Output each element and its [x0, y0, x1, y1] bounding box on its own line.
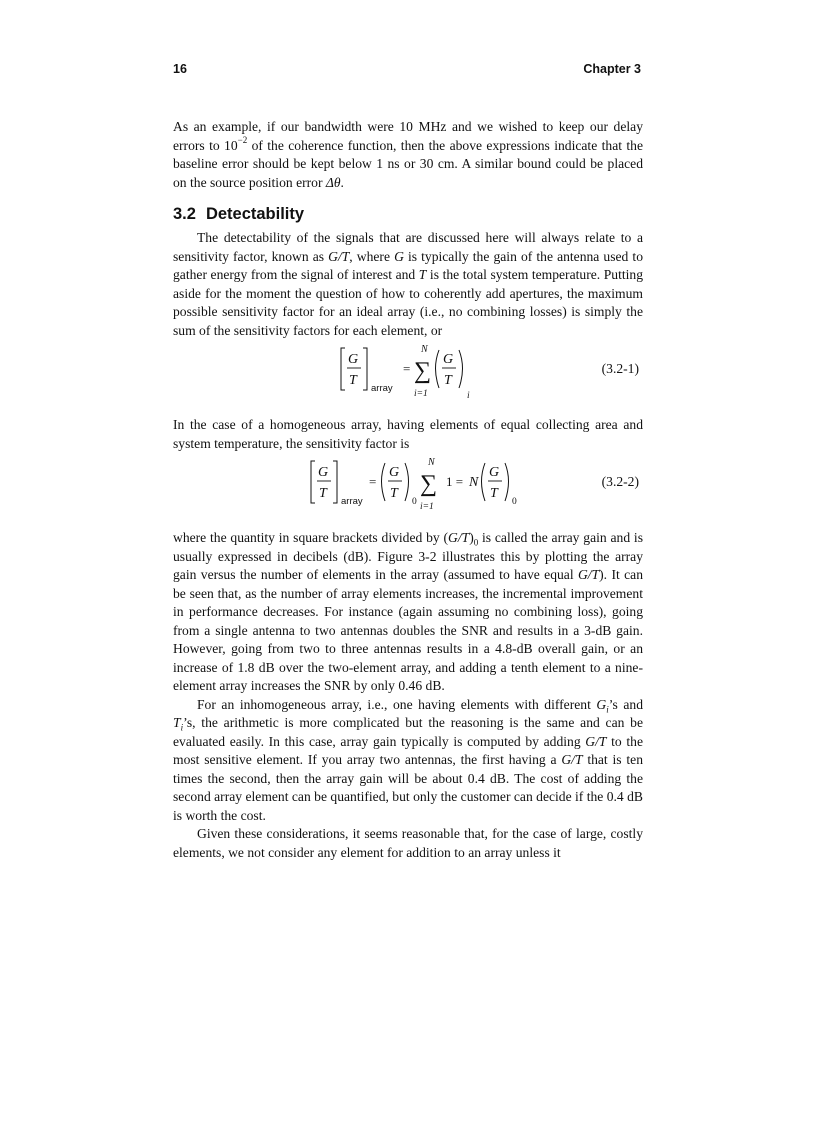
- sum-lower-limit: i=1: [420, 502, 434, 512]
- g-over-t: G/T: [328, 248, 350, 264]
- right-bracket: [333, 461, 337, 503]
- body-text: [173, 118, 643, 862]
- equals-sign: =: [403, 361, 411, 376]
- paragraph-array-gain: [173, 529, 643, 696]
- frac-denominator-t: T: [319, 486, 327, 501]
- text-run: of the coherence function, then the above expressions indicate that the baseline error should be kept below 1 ns or 30 cm. A similar bound could be placed on the source position error: [173, 137, 643, 190]
- left-bracket: [311, 461, 315, 503]
- left-bracket: [341, 348, 345, 390]
- text-run: ). It can be seen that, as the number of array elements increases, the incremental improvement in performance decreases. For instance (again assuming no combining loss), going from a single antenna to two antennas doubles the SNR and results in a 3-dB gain. However, going from two to three antennas results in a 4.8-dB overall gain, or an increase of 1.8 dB over the two-element array, and adding a tenth element to a nine-element array increases the SNR by only 0.46 dB.: [173, 567, 643, 693]
- paragraph-detectability: [173, 229, 643, 340]
- left-paren: [482, 463, 486, 501]
- text-run: .: [340, 174, 344, 190]
- symbol-t: T: [418, 267, 427, 282]
- text-run: is typically the gain of the antenna used to gather energy from the signal of interest and: [173, 248, 644, 282]
- frac-denominator-t: T: [349, 373, 357, 388]
- frac-numerator-g: G: [318, 465, 329, 480]
- g-over-t: G/T: [448, 530, 470, 545]
- equals-sign: =: [369, 474, 377, 489]
- frac-numerator-g: G: [389, 465, 400, 480]
- one-equals: 1 =: [446, 474, 464, 489]
- g-over-t: G/T: [577, 567, 600, 582]
- sum-lower-limit: i=1: [414, 389, 428, 399]
- equation-3-2-1-graphic: [339, 340, 539, 410]
- g-over-t: G/T: [585, 733, 607, 749]
- delta-theta-symbol: Δθ: [325, 174, 341, 190]
- frac-denominator-t: T: [390, 486, 398, 501]
- section-title: Detectability: [205, 205, 305, 223]
- subscript-zero: 0: [473, 537, 479, 548]
- subscript-i: i: [180, 722, 184, 733]
- equation-3-2-2: [173, 453, 643, 523]
- subscript-i: i: [606, 704, 609, 715]
- equation-number: (3.2-1): [601, 361, 639, 376]
- subscript-i: i: [467, 391, 470, 401]
- exponent: −2: [237, 134, 248, 145]
- equation-3-2-2-graphic: [309, 453, 549, 523]
- text-run: is the total system temperature. Putting aside for the moment the question of how to coherently add apertures, the maximum possible sensitivity factor for an ideal array (i.e., no combining losses) is simply the sum of the sensitivity factors for each element, or: [173, 267, 644, 338]
- sigma-symbol: ∑: [420, 471, 438, 497]
- sum-upper-limit: N: [428, 457, 435, 468]
- section-number: 3.2: [173, 205, 196, 223]
- text-run: ’s and: [608, 696, 643, 712]
- paragraph-homogeneous: In the case of a homogeneous array, having elements of equal collecting area and system temperature, the sensitivity factor is: [173, 417, 643, 451]
- subscript-array: array: [371, 383, 393, 394]
- text-run: As an example, if our bandwidth were 10 MHz and we wished to keep our delay errors to 10: [173, 119, 643, 153]
- frac-numerator-g: G: [489, 465, 500, 480]
- right-paren: [405, 463, 409, 501]
- text-run: that is ten times the second, then the array gain will be about 0.4 dB. The cost of adding the second array element can be quantified, but only the customer can decide if the 0.4 dB is worth the cost.: [173, 752, 643, 823]
- text-run: to the most sensitive element. If you array two antennas, the first having a: [173, 733, 643, 767]
- chapter-label: Chapter 3: [583, 62, 641, 76]
- left-paren: [382, 463, 386, 501]
- text-run: , where: [349, 248, 395, 264]
- frac-numerator-g: G: [348, 352, 359, 367]
- right-paren: [505, 463, 509, 501]
- frac-numerator-g: G: [443, 352, 454, 367]
- equation-3-2-1: [173, 340, 643, 410]
- frac-denominator-t: T: [444, 373, 452, 388]
- right-bracket: [363, 348, 367, 390]
- text-run: is called the array gain and is usually expressed in decibels (dB). Figure 3-2 illustrates this by plotting the array gain versus the number of elements in the array (assumed to have equal: [173, 530, 643, 582]
- symbol-g: G: [394, 248, 404, 264]
- text-run: ): [469, 530, 474, 545]
- right-paren: [459, 350, 463, 388]
- sum-upper-limit: N: [421, 344, 428, 355]
- symbol-g: G: [596, 696, 607, 712]
- paragraph-considerations: Given these considerations, it seems reasonable that, for the case of large, costly elements, we not consider any element for addition to an array unless it: [173, 826, 643, 860]
- page-number: 16: [173, 62, 187, 76]
- text-run: where the quantity in square brackets divided by (: [173, 530, 449, 545]
- symbol-t: T: [173, 715, 181, 730]
- sigma-symbol: ∑: [414, 358, 432, 384]
- paragraph-example: [173, 118, 643, 192]
- subscript-zero: 0: [512, 497, 517, 507]
- g-over-t: G/T: [561, 752, 583, 767]
- subscript-zero: 0: [412, 497, 417, 507]
- frac-denominator-t: T: [490, 486, 498, 501]
- symbol-n: N: [469, 475, 479, 490]
- left-paren: [436, 350, 440, 388]
- equation-number: (3.2-2): [601, 474, 639, 489]
- text-run: For an inhomogeneous array, i.e., one having elements with different: [197, 696, 597, 712]
- paragraph-inhomogeneous: [173, 696, 643, 826]
- section-heading: [173, 204, 643, 224]
- text-run: ’s, the arithmetic is more complicated but the reasoning is the same and can be evaluated easily. In this case, array gain typically is computed by adding: [173, 715, 643, 749]
- subscript-array: array: [341, 496, 363, 507]
- text-run: The detectability of the signals that are discussed here will always relate to a sensitivity factor, known as: [173, 230, 643, 264]
